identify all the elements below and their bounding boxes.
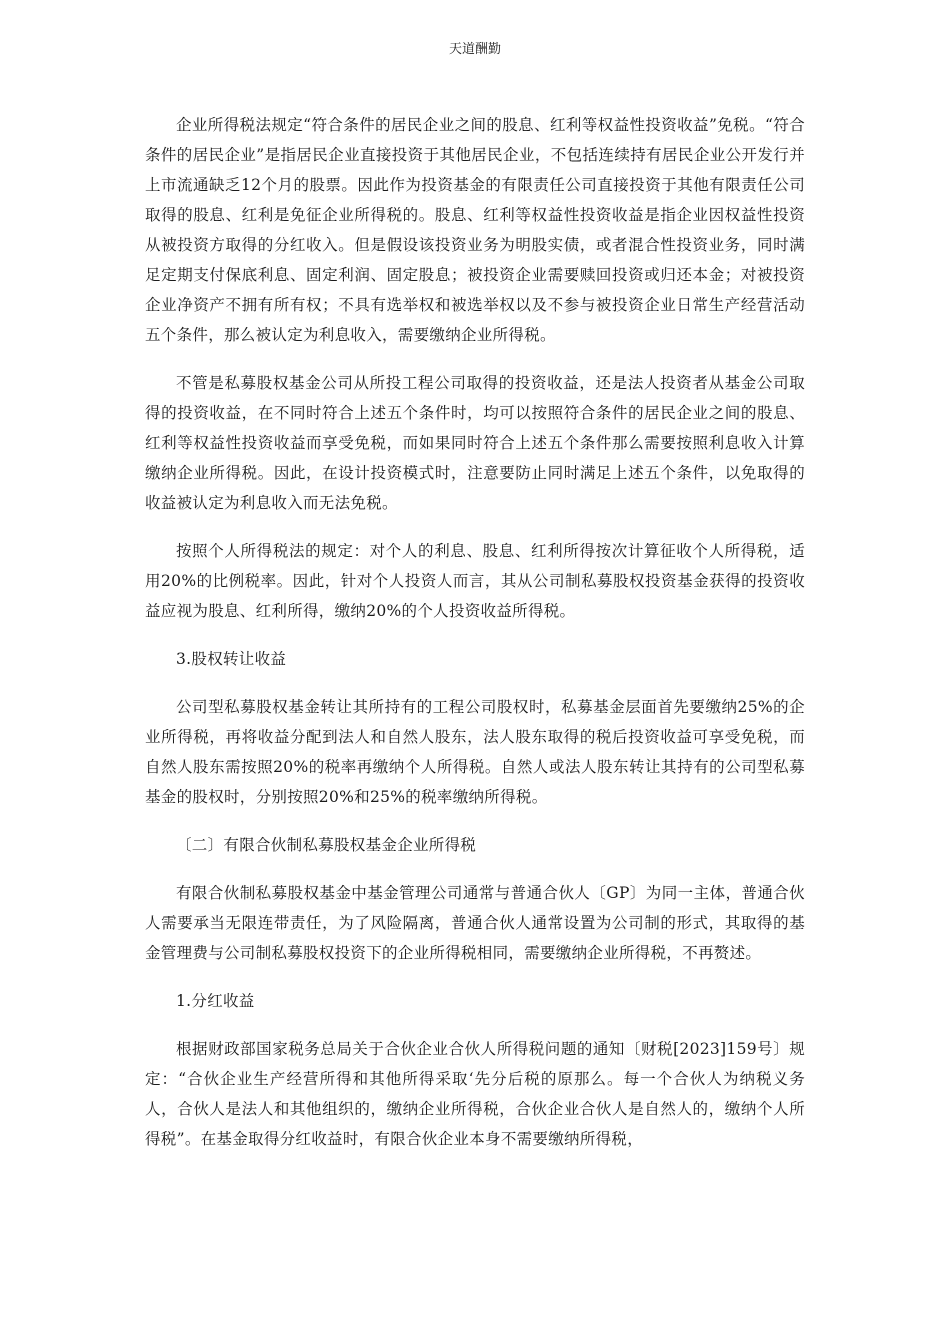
document-body <box>145 110 805 1172</box>
paragraph-dividend-exemption: 企业所得税法规定“符合条件的居民企业之间的股息、红利等权益性投资收益”免税。“符合条件的居民企业”是指居民企业直接投资于其他居民企业，不包括连续持有居民企业公开发行并上市流通缺乏12个月的股票。因此作为投资基金的有限责任公司直接投资于其他有限责任公司取得的股息、红利是免征企业所得税的。股息、红利等权益性投资收益是指企业因权益性投资从被投资方取得的分红收入。但是假设该投资业务为明股实债，或者混合性投资业务，同时满足定期支付保底利息、固定利润、固定股息；被投资企业需要赎回投资或归还本金；对被投资企业净资产不拥有所有权；不具有选举权和被选举权以及不参与被投资企业日常生产经营活动五个条件，那么被认定为利息收入，需要缴纳企业所得税。 <box>145 116 805 344</box>
section-heading-equity-transfer: 3.股权转让收益 <box>176 650 287 668</box>
paragraph-partnership-notice: 根据财政部国家税务总局关于合伙企业合伙人所得税问题的通知〔财税[2023]159号〕规定：“合伙企业生产经营所得和其他所得采取‘先分后税的原那么。每一个合伙人为纳税义务人，合伙人是法人和其他组织的，缴纳企业所得税，合伙企业合伙人是自然人的，缴纳个人所得税”。在基金取得分红收益时，有限合伙企业本身不需要缴纳所得税， <box>145 1040 805 1148</box>
page-header: 天道酬勤 <box>448 42 501 57</box>
section-heading-limited-partnership: 〔二〕有限合伙制私募股权基金企业所得税 <box>176 836 477 854</box>
paragraph-limited-partnership: 有限合伙制私募股权基金中基金管理公司通常与普通合伙人〔GP〕为同一主体，普通合伙人需要承当无限连带责任，为了风险隔离，普通合伙人通常设置为公司制的形式，其取得的基金管理费与公司制私募股权投资下的企业所得税相同，需要缴纳企业所得税，不再赘述。 <box>145 884 805 962</box>
paragraph-equity-transfer: 公司型私募股权基金转让其所持有的工程公司股权时，私募基金层面首先要缴纳25%的企业所得税，再将收益分配到法人和自然人股东，法人股东取得的税后投资收益可享受免税，而自然人股东需按照20%的税率再缴纳个人所得税。自然人或法人股东转让其持有的公司型私募基金的股权时，分别按照20%和25%的税率缴纳所得税。 <box>145 698 805 806</box>
paragraph-five-conditions: 不管是私募股权基金公司从所投工程公司取得的投资收益，还是法人投资者从基金公司取得的投资收益，在不同时符合上述五个条件时，均可以按照符合条件的居民企业之间的股息、红利等权益性投资收益而享受免税，而如果同时符合上述五个条件那么需要按照利息收入计算缴纳企业所得税。因此，在设计投资模式时，注意要防止同时满足上述五个条件，以免取得的收益被认定为利息收入而无法免税。 <box>145 374 805 512</box>
section-heading-dividend-income: 1.分红收益 <box>176 992 255 1010</box>
paragraph-individual-tax: 按照个人所得税法的规定：对个人的利息、股息、红利所得按次计算征收个人所得税，适用20%的比例税率。因此，针对个人投资人而言，其从公司制私募股权投资基金获得的投资收益应视为股息、红利所得，缴纳20%的个人投资收益所得税。 <box>145 542 805 620</box>
